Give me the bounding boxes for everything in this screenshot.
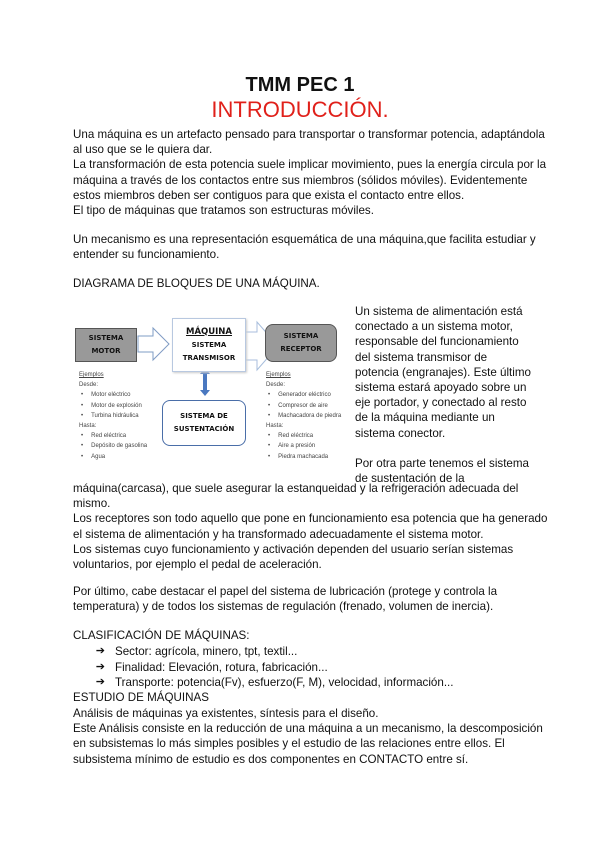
text-line: entender su funcionamiento. [73, 248, 220, 262]
examples-from-label: Desde: [79, 382, 99, 389]
list-item [73, 660, 454, 676]
text-line: de sustentación de la [355, 472, 465, 486]
example-item: • Depósito de gasolina [79, 441, 147, 451]
text-line: sistema conector. [355, 426, 446, 440]
examples-to-label: Hasta: [79, 423, 97, 430]
text-line: voluntarios, por ejemplo el pedal de aceleración. [73, 558, 322, 572]
block-label: MOTOR [91, 347, 121, 355]
study-heading: ESTUDIO DE MÁQUINAS [73, 691, 209, 704]
examples-heading: Ejemplos [266, 372, 291, 378]
receptor-system-block [265, 324, 337, 362]
block-label: SISTEMA [88, 334, 124, 342]
mechanism-paragraph [73, 232, 536, 262]
example-item: • Red eléctrica [79, 431, 147, 441]
machine-transmitter-block [172, 318, 246, 372]
motor-system-block [75, 328, 137, 362]
text-line: Este Análisis consiste en la reducción de una máquina a un mecanismo, la descomposición [73, 722, 543, 736]
text-line: Una máquina es un artefacto pensado para transportar o transformar potencia, adaptándola [73, 128, 545, 141]
left-examples [79, 370, 147, 462]
text-line [355, 441, 531, 456]
example-item: • Agua [79, 452, 147, 462]
text-line: estos miembros deben ser contiguos para que exista el contacto entre ellos. [73, 188, 465, 202]
examples-heading: Ejemplos [79, 372, 104, 378]
block-label: SUSTENTACIÓN [173, 425, 235, 433]
intro-paragraph [73, 127, 546, 218]
list-item [73, 644, 454, 660]
text-line: temperatura) y de todos los sistemas de regulación (frenado, volumen de inercia). [73, 600, 494, 614]
text-line: sistema estará apoyado sobre un [355, 381, 527, 395]
example-item: • Turbina hidráulica [79, 411, 147, 421]
example-item: • Compresor de aire [266, 401, 341, 411]
example-item: • Piedra machacada [266, 452, 341, 462]
classification-heading: CLASIFICACIÓN DE MÁQUINAS: [73, 629, 250, 642]
text-line: potencia (engranajes). Este último [355, 365, 531, 379]
study-paragraph [73, 706, 543, 767]
block-label: SISTEMA [283, 332, 319, 340]
examples-to-label: Hasta: [266, 423, 284, 430]
arrow-icon: ➔ [95, 676, 105, 688]
text-line: Los receptores son todo aquello que pone en funcionamiento esa potencia que ha generado [73, 512, 548, 526]
text-line: mismo. [73, 497, 111, 511]
text-line: subsistema mínimo de estudio es dos componentes en CONTACTO entre sí. [73, 752, 469, 766]
text-line: eje portador, y conectado al resto [355, 396, 527, 410]
section-title: INTRODUCCIÓN. [211, 97, 389, 122]
block-label: TRANSMISOR [182, 353, 236, 362]
examples-from-label: Desde: [266, 382, 286, 389]
list-item-text: Sector: agrícola, minero, tpt, textil... [115, 645, 298, 658]
text-line: al uso que se le quiera dar. [73, 143, 213, 157]
text-line: El tipo de máquinas que tratamos son estructuras móviles. [73, 204, 374, 218]
example-item: • Red eléctrica [266, 431, 341, 441]
diagram-heading: DIAGRAMA DE BLOQUES DE UNA MÁQUINA. [73, 277, 320, 290]
text-line: del sistema transmisor de [355, 350, 488, 364]
classification-list [73, 644, 454, 691]
text-line: Por último, cabe destacar el papel del sistema de lubricación (protege y controla la [73, 585, 498, 598]
text-line: máquina a través de los contactos entre sus miembros (sólidos móviles). Evidentemente [73, 173, 528, 187]
text-line: Un sistema de alimentación está [355, 305, 523, 318]
list-item [73, 675, 454, 691]
example-item: • Motor de explosión [79, 401, 147, 411]
text-line: máquina(carcasa), que suele asegurar la estanqueidad y la refrigeración adecuada del [73, 482, 519, 495]
block-label: SISTEMA [191, 340, 227, 349]
text-line: de la máquina mediante un [355, 411, 495, 425]
text-line: responsable del funcionamiento [355, 335, 519, 349]
receptors-paragraph [73, 481, 547, 572]
example-item: • Motor eléctrico [79, 390, 147, 400]
right-examples [266, 370, 341, 462]
text-line: en subsistemas lo más simples posibles y el estudio de las relaciones entre ellos. El [73, 737, 505, 751]
example-item: • Aire a presión [266, 441, 341, 451]
machine-label: MÁQUINA [185, 326, 233, 337]
side-paragraph [355, 304, 531, 486]
lubrication-paragraph [73, 584, 497, 614]
text-line: La transformación de esta potencia suele implicar movimiento, pues la energía circula por la [73, 158, 547, 172]
list-item-text: Transporte: potencia(Fv), esfuerzo(F, M), velocidad, información... [115, 676, 454, 689]
block-diagram [73, 318, 348, 468]
block-label: RECEPTOR [280, 345, 322, 353]
text-line: Los sistemas cuyo funcionamiento y activación dependen del usuario serían sistemas [73, 542, 514, 556]
text-line: el sistema de alimentación y ha transformado adecuadamente el sistema motor. [73, 527, 484, 541]
support-system-block [162, 400, 246, 446]
list-item-text: Finalidad: Elevación, rotura, fabricación... [115, 660, 328, 674]
block-label: SISTEMA DE [180, 412, 228, 420]
text-line: Un mecanismo es una representación esquemática de una máquina,que facilita estudiar y [73, 233, 536, 246]
text-line: Por otra parte tenemos el sistema [355, 457, 529, 471]
text-line: Análisis de máquinas ya existentes, síntesis para el diseño. [73, 707, 379, 720]
example-item: • Generador eléctrico [266, 390, 341, 400]
arrow-icon: ➔ [95, 645, 105, 657]
text-line: conectado a un sistema motor, [355, 320, 513, 334]
example-item: • Machacadora de piedra [266, 411, 341, 421]
arrow-icon: ➔ [95, 660, 105, 673]
document-title: TMM PEC 1 [245, 74, 355, 96]
